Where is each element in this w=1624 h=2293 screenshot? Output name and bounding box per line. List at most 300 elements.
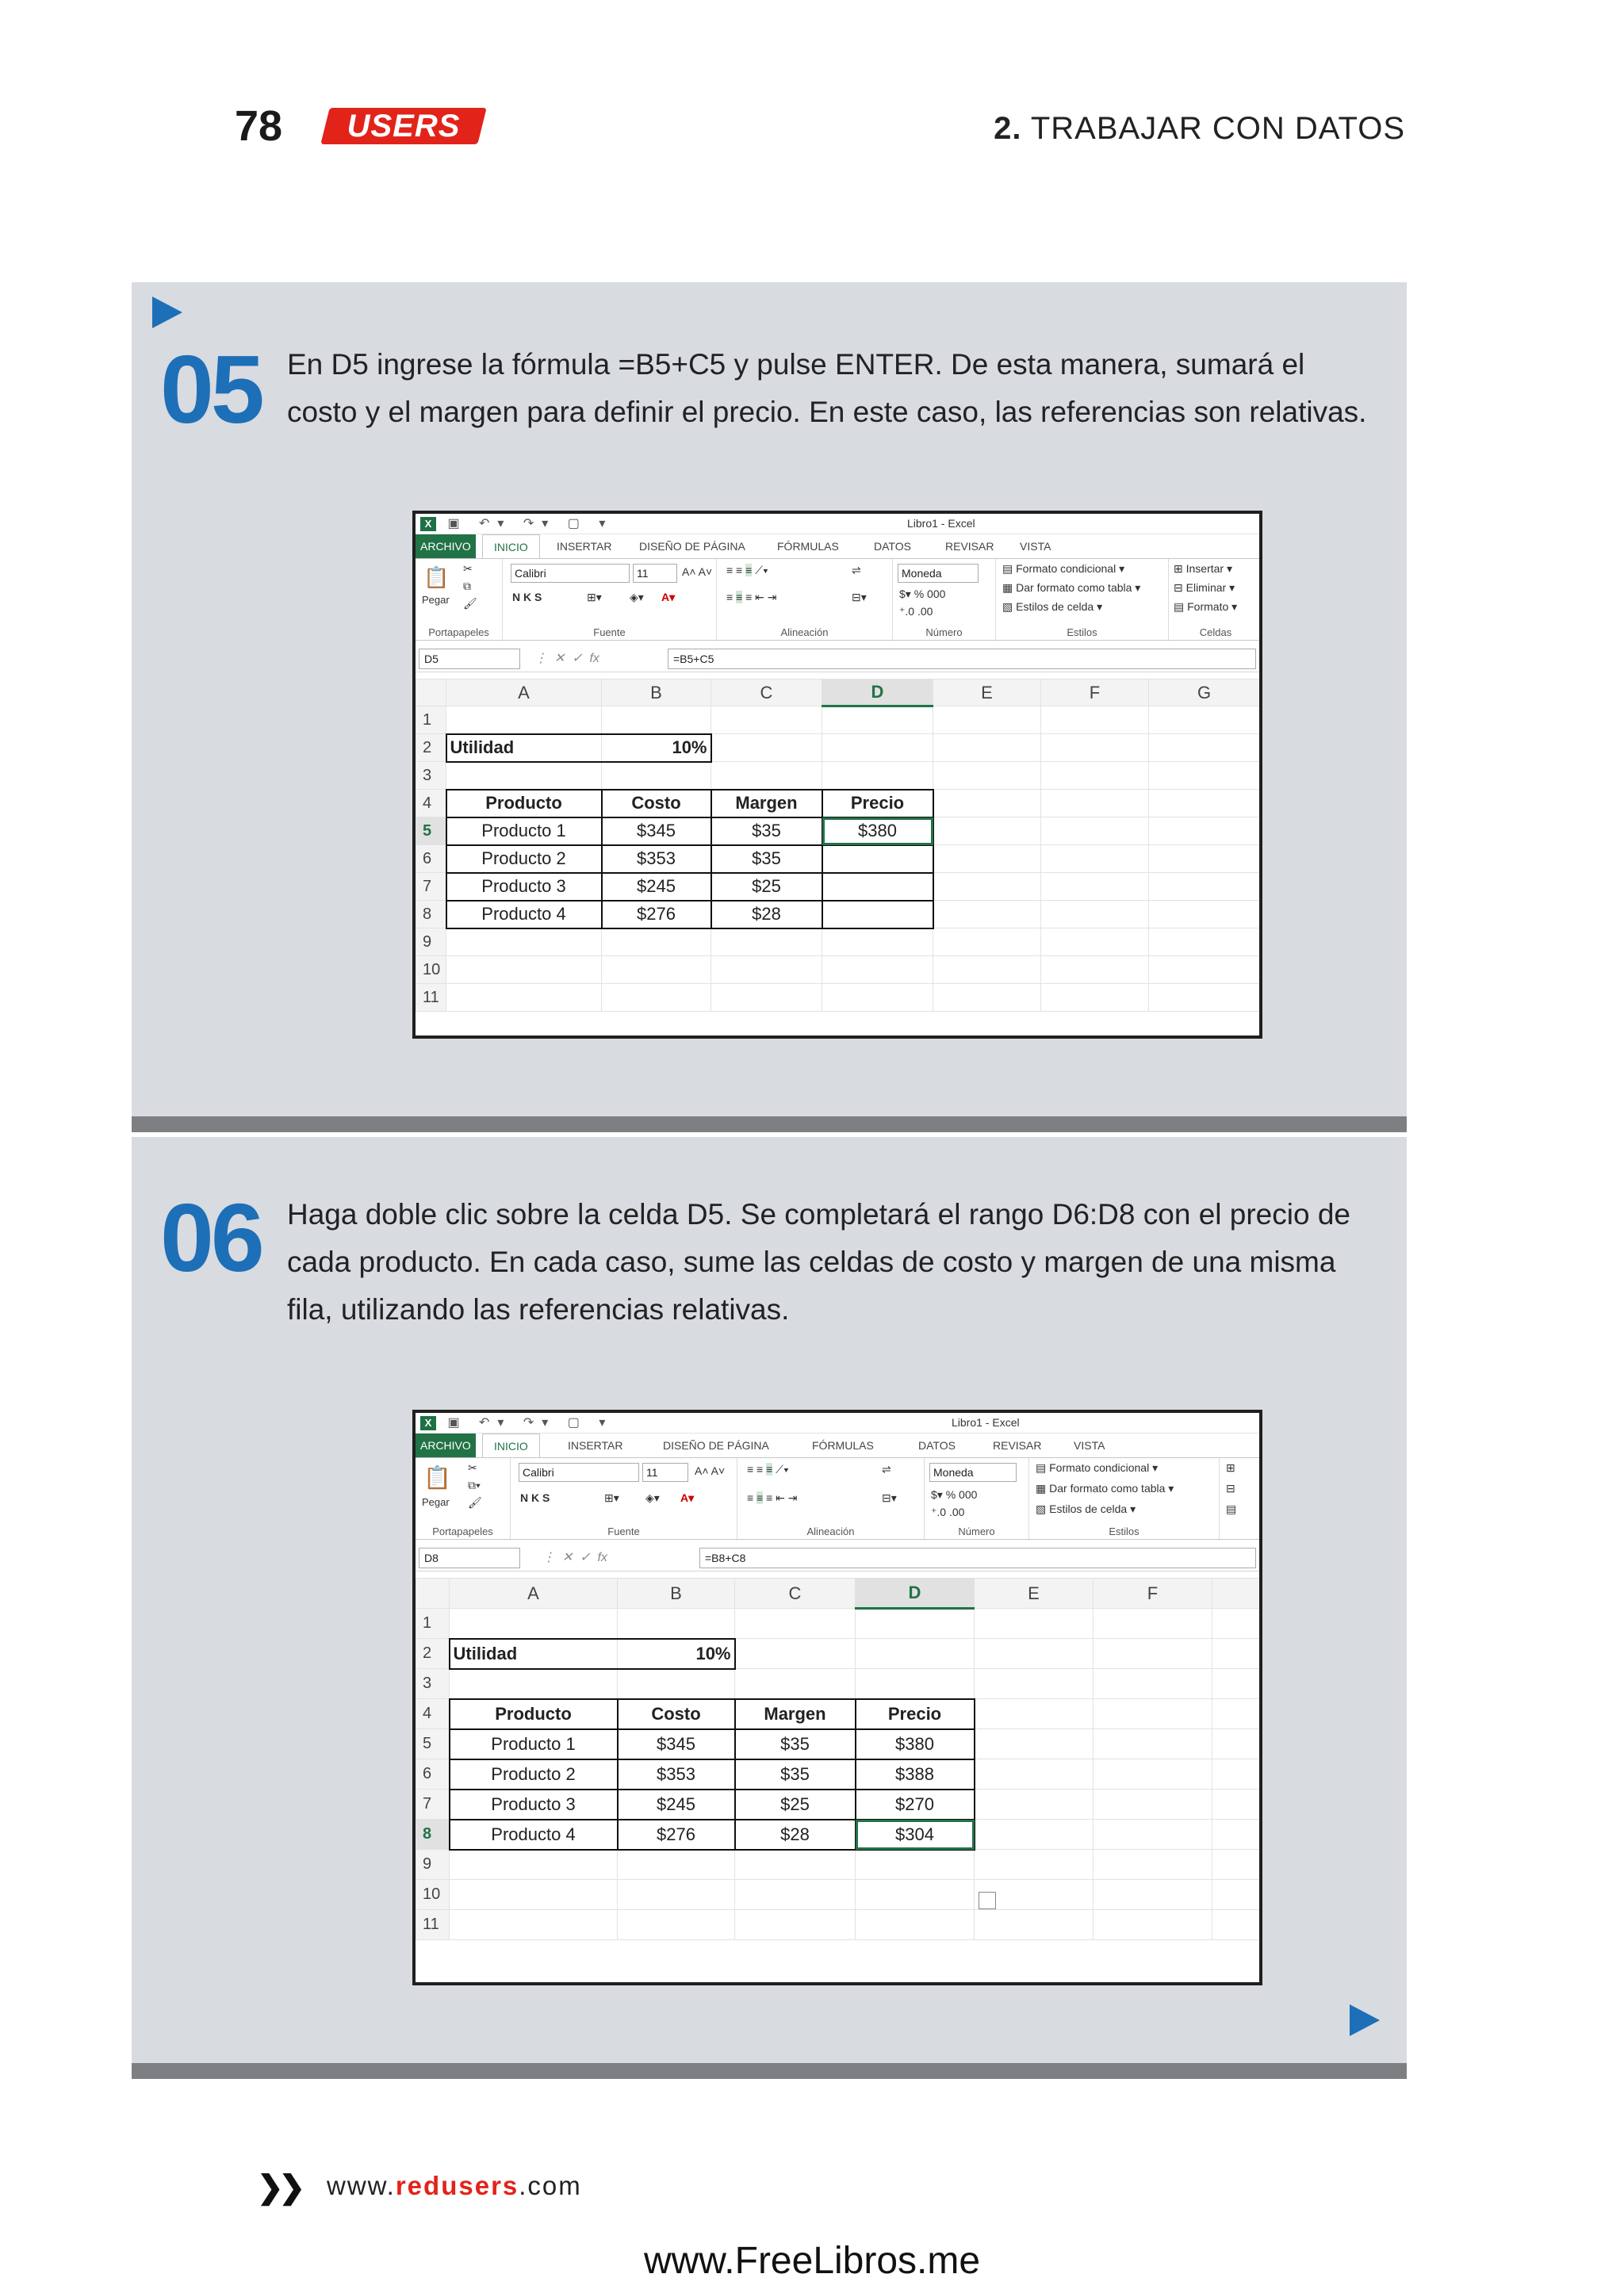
cell[interactable] bbox=[1094, 1850, 1212, 1880]
cell[interactable] bbox=[450, 1910, 618, 1940]
format-as-table-button[interactable]: ▦ Dar formato como tabla ▾ bbox=[1002, 581, 1141, 594]
cell[interactable] bbox=[933, 956, 1041, 984]
product-cell[interactable]: Producto 2 bbox=[450, 1759, 618, 1790]
utilidad-value-cell[interactable]: 10% bbox=[618, 1639, 735, 1669]
font-color-icon[interactable]: A▾ bbox=[661, 591, 676, 603]
cell[interactable] bbox=[446, 984, 602, 1012]
group-label: Estilos bbox=[1109, 1525, 1139, 1537]
tab-diseno[interactable]: DISEÑO DE PÁGINA bbox=[639, 540, 745, 553]
column-header[interactable]: F bbox=[1041, 679, 1149, 706]
font-size-select[interactable]: 11 bbox=[633, 564, 677, 583]
row-header[interactable]: 2 bbox=[416, 734, 446, 762]
format-cells-button[interactable]: ▤ Formato ▾ bbox=[1174, 600, 1238, 613]
cell[interactable] bbox=[1149, 790, 1260, 817]
cell[interactable] bbox=[822, 956, 933, 984]
group-label: Estilos bbox=[1067, 626, 1097, 638]
auto-fill-options-icon[interactable] bbox=[979, 1892, 996, 1909]
cell[interactable] bbox=[735, 1609, 856, 1639]
url-brand-red: red bbox=[395, 2171, 442, 2200]
row-header[interactable]: 1 bbox=[416, 706, 446, 734]
formula-input[interactable]: =B8+C8 bbox=[699, 1548, 1256, 1568]
margin-cell[interactable]: $35 bbox=[735, 1759, 856, 1790]
group-label: Fuente bbox=[607, 1525, 640, 1537]
margin-cell[interactable]: $25 bbox=[711, 873, 822, 901]
cell[interactable] bbox=[975, 1820, 1094, 1850]
align-center-icons[interactable]: ≡ ≡ ≡ ⇤ ⇥ bbox=[747, 1491, 798, 1504]
row-header[interactable]: 10 bbox=[416, 1880, 450, 1910]
cell[interactable] bbox=[1149, 845, 1260, 873]
cell[interactable] bbox=[822, 734, 933, 762]
cell[interactable] bbox=[975, 1669, 1094, 1699]
chapter-title-text: TRABAJAR CON DATOS bbox=[1030, 111, 1405, 146]
font-name-select[interactable]: Calibri bbox=[519, 1463, 639, 1482]
column-header[interactable]: D bbox=[822, 679, 933, 706]
name-box[interactable]: D8 bbox=[419, 1548, 520, 1568]
column-header[interactable]: D bbox=[856, 1579, 975, 1609]
cell[interactable] bbox=[1041, 734, 1149, 762]
cell[interactable] bbox=[1149, 873, 1260, 901]
grow-font-icon[interactable]: A˄ A˅ bbox=[682, 565, 713, 578]
title-bar bbox=[416, 514, 1259, 534]
cell[interactable] bbox=[975, 1759, 1094, 1790]
cell-styles-label: Estilos de celda bbox=[1016, 600, 1094, 613]
column-header-partial[interactable] bbox=[1212, 1579, 1260, 1609]
cost-cell[interactable]: $276 bbox=[618, 1820, 735, 1850]
row-header[interactable]: 4 bbox=[416, 1699, 450, 1729]
select-all-corner[interactable] bbox=[416, 1579, 450, 1609]
cell[interactable] bbox=[856, 1880, 975, 1910]
cell[interactable] bbox=[1212, 1820, 1260, 1850]
header-cell[interactable]: Margen bbox=[735, 1699, 856, 1729]
group-numero bbox=[893, 559, 996, 641]
row-header[interactable]: 9 bbox=[416, 1850, 450, 1880]
cell[interactable] bbox=[1149, 817, 1260, 845]
cell[interactable] bbox=[446, 928, 602, 956]
utilidad-label-cell[interactable]: Utilidad bbox=[446, 734, 602, 762]
group-label: Fuente bbox=[593, 626, 626, 638]
bold-italic-underline-buttons[interactable]: N K S bbox=[520, 1491, 550, 1504]
select-all-corner[interactable] bbox=[416, 679, 446, 706]
ribbon bbox=[416, 558, 1259, 641]
cut-icon[interactable]: ✂ bbox=[468, 1461, 477, 1474]
clipboard-icon[interactable]: 📋 bbox=[423, 1465, 451, 1490]
cell[interactable] bbox=[1041, 873, 1149, 901]
font-color-icon[interactable]: A▾ bbox=[680, 1491, 695, 1504]
row-header[interactable]: 4 bbox=[416, 790, 446, 817]
tab-datos[interactable]: DATOS bbox=[918, 1439, 956, 1452]
utilidad-value-cell[interactable]: 10% bbox=[602, 734, 711, 762]
cell[interactable] bbox=[856, 1669, 975, 1699]
cell-styles-button[interactable]: ▧ Estilos de celda ▾ bbox=[1002, 600, 1103, 613]
ribbon-tabs bbox=[416, 534, 1259, 558]
column-header[interactable]: E bbox=[975, 1579, 1094, 1609]
cell[interactable] bbox=[1149, 956, 1260, 984]
align-top-icons[interactable]: ≡ ≡ ≡ ⟋▾ bbox=[747, 1463, 789, 1476]
bold-italic-underline-buttons[interactable]: N K S bbox=[512, 591, 542, 603]
tab-insertar[interactable]: INSERTAR bbox=[568, 1439, 623, 1452]
cell[interactable] bbox=[1094, 1639, 1212, 1669]
cost-cell[interactable]: $276 bbox=[602, 901, 711, 928]
cell[interactable] bbox=[735, 1910, 856, 1940]
cell[interactable] bbox=[1094, 1910, 1212, 1940]
currency-percent-icons[interactable]: $▾ % 000 bbox=[931, 1488, 978, 1501]
cell[interactable] bbox=[822, 928, 933, 956]
product-cell[interactable]: Producto 4 bbox=[450, 1820, 618, 1850]
formula-input[interactable]: =B5+C5 bbox=[668, 649, 1256, 669]
cell[interactable] bbox=[1212, 1639, 1260, 1669]
cell[interactable] bbox=[618, 1850, 735, 1880]
cell[interactable] bbox=[933, 706, 1041, 734]
cell[interactable] bbox=[933, 873, 1041, 901]
cell[interactable] bbox=[1149, 762, 1260, 790]
tab-vista[interactable]: VISTA bbox=[1020, 540, 1051, 553]
price-cell[interactable] bbox=[822, 901, 933, 928]
price-cell-active[interactable]: $304 bbox=[856, 1820, 975, 1850]
cell[interactable] bbox=[1041, 790, 1149, 817]
cell[interactable] bbox=[1041, 928, 1149, 956]
insert-cells-icon[interactable]: ⊞ bbox=[1226, 1461, 1235, 1474]
copy-icon[interactable]: ⧉▾ bbox=[468, 1479, 481, 1491]
price-cell[interactable] bbox=[822, 873, 933, 901]
column-header[interactable]: C bbox=[711, 679, 822, 706]
price-cell[interactable]: $380 bbox=[856, 1729, 975, 1759]
cell[interactable] bbox=[735, 1880, 856, 1910]
cell[interactable] bbox=[711, 706, 822, 734]
paste-button[interactable]: Pegar bbox=[422, 1496, 450, 1508]
tab-revisar[interactable]: REVISAR bbox=[945, 540, 994, 553]
tab-diseno[interactable]: DISEÑO DE PÁGINA bbox=[663, 1439, 769, 1452]
title-bar bbox=[416, 1413, 1259, 1434]
row-header[interactable]: 7 bbox=[416, 873, 446, 901]
quick-access-toolbar: X ▣ ↶▾ ↷▾ ▢ ▾ bbox=[420, 515, 613, 531]
row-header[interactable]: 8 bbox=[416, 1820, 450, 1850]
format-cells-icon[interactable]: ▤ bbox=[1226, 1503, 1237, 1515]
cell[interactable] bbox=[1212, 1669, 1260, 1699]
cell-styles-button[interactable]: ▧ Estilos de celda ▾ bbox=[1036, 1503, 1136, 1515]
cell[interactable] bbox=[1094, 1820, 1212, 1850]
cell[interactable] bbox=[735, 1639, 856, 1669]
grow-font-icon[interactable]: A˄ A˅ bbox=[695, 1464, 726, 1477]
group-portapapeles bbox=[416, 559, 503, 641]
margin-cell[interactable]: $25 bbox=[735, 1790, 856, 1820]
cell[interactable] bbox=[1041, 845, 1149, 873]
row-header[interactable]: 11 bbox=[416, 1910, 450, 1940]
group-label: Número bbox=[925, 626, 963, 638]
product-cell[interactable]: Producto 4 bbox=[446, 901, 602, 928]
cell[interactable] bbox=[856, 1609, 975, 1639]
formula-controls-icon[interactable]: ⋮ ✕ ✓ fx bbox=[534, 652, 599, 665]
row-header[interactable]: 10 bbox=[416, 956, 446, 984]
cell[interactable] bbox=[933, 817, 1041, 845]
price-cell[interactable]: $388 bbox=[856, 1759, 975, 1790]
conditional-format-button[interactable]: ▤ Formato condicional ▾ bbox=[1036, 1461, 1159, 1474]
font-name-select[interactable]: Calibri bbox=[511, 564, 630, 583]
tab-insertar[interactable]: INSERTAR bbox=[557, 540, 612, 553]
wrap-text-icon[interactable]: ⇌ bbox=[882, 1463, 891, 1476]
cell[interactable] bbox=[618, 1609, 735, 1639]
row-header[interactable]: 6 bbox=[416, 845, 446, 873]
fill-color-icon[interactable]: ◈▾ bbox=[630, 591, 644, 603]
format-as-table-label: Dar formato como tabla bbox=[1016, 581, 1132, 594]
row-header[interactable]: 3 bbox=[416, 1669, 450, 1699]
cell[interactable] bbox=[446, 762, 602, 790]
group-label: Alineación bbox=[780, 626, 829, 638]
cell[interactable] bbox=[856, 1639, 975, 1669]
cell[interactable] bbox=[1212, 1609, 1260, 1639]
cell[interactable] bbox=[1041, 706, 1149, 734]
row-header[interactable]: 6 bbox=[416, 1759, 450, 1790]
cell[interactable] bbox=[1212, 1850, 1260, 1880]
cell[interactable] bbox=[1041, 956, 1149, 984]
cell[interactable] bbox=[450, 1669, 618, 1699]
column-header[interactable]: A bbox=[450, 1579, 618, 1609]
borders-icon[interactable]: ⊞▾ bbox=[604, 1491, 619, 1504]
cell[interactable] bbox=[1094, 1759, 1212, 1790]
cell[interactable] bbox=[1094, 1699, 1212, 1729]
cell[interactable] bbox=[450, 1880, 618, 1910]
step-text: En D5 ingrese la fórmula =B5+C5 y pulse ENTER. De esta manera, sumará el costo y el margen para definir el precio. En este caso, las referencias son relativas. bbox=[287, 348, 1367, 428]
tab-inicio[interactable]: INICIO bbox=[482, 1434, 540, 1457]
cell[interactable] bbox=[933, 928, 1041, 956]
header-cell[interactable]: Precio bbox=[822, 790, 933, 817]
delete-cells-icon[interactable]: ⊟ bbox=[1226, 1482, 1235, 1495]
tab-vista[interactable]: VISTA bbox=[1074, 1439, 1105, 1452]
number-format-select[interactable]: Moneda bbox=[898, 564, 979, 583]
cell[interactable] bbox=[1149, 734, 1260, 762]
column-header[interactable]: B bbox=[618, 1579, 735, 1609]
cell[interactable] bbox=[618, 1669, 735, 1699]
font-size-select[interactable]: 11 bbox=[642, 1463, 688, 1482]
cell[interactable] bbox=[602, 762, 711, 790]
borders-icon[interactable]: ⊞▾ bbox=[587, 591, 602, 603]
tab-formulas[interactable]: FÓRMULAS bbox=[812, 1439, 874, 1452]
cell[interactable] bbox=[711, 984, 822, 1012]
product-cell[interactable]: Producto 1 bbox=[450, 1729, 618, 1759]
column-header[interactable]: C bbox=[735, 1579, 856, 1609]
cell[interactable] bbox=[975, 1850, 1094, 1880]
conditional-format-button[interactable]: ▤ Formato condicional ▾ bbox=[1002, 562, 1125, 575]
cell[interactable] bbox=[1041, 762, 1149, 790]
cell[interactable] bbox=[1094, 1729, 1212, 1759]
cell[interactable] bbox=[602, 984, 711, 1012]
cell[interactable] bbox=[933, 734, 1041, 762]
paste-button[interactable]: Pegar bbox=[422, 594, 450, 606]
cell[interactable] bbox=[1041, 817, 1149, 845]
price-cell-active[interactable]: $380 bbox=[822, 817, 933, 845]
cell[interactable] bbox=[933, 901, 1041, 928]
decimal-icons[interactable]: ⁺.0 .00 bbox=[931, 1506, 965, 1518]
cell[interactable] bbox=[711, 928, 822, 956]
watermark: www.FreeLibros.me bbox=[643, 2240, 981, 2282]
cell[interactable] bbox=[933, 762, 1041, 790]
product-cell[interactable]: Producto 1 bbox=[446, 817, 602, 845]
cell[interactable] bbox=[1149, 928, 1260, 956]
cell[interactable] bbox=[711, 956, 822, 984]
worksheet-grid bbox=[416, 679, 1260, 1012]
cell[interactable] bbox=[822, 984, 933, 1012]
insert-cells-button[interactable]: ⊞ Insertar ▾ bbox=[1174, 562, 1233, 575]
cell[interactable] bbox=[933, 790, 1041, 817]
formula-controls-icon[interactable]: ⋮ ✕ ✓ fx bbox=[542, 1551, 607, 1564]
excel-screenshot-2 bbox=[412, 1410, 1262, 1985]
row-header[interactable]: 1 bbox=[416, 1609, 450, 1639]
conditional-format-label: Formato condicional bbox=[1049, 1461, 1150, 1474]
fill-color-icon[interactable]: ◈▾ bbox=[645, 1491, 660, 1504]
header-cell[interactable]: Costo bbox=[602, 790, 711, 817]
row-header[interactable]: 5 bbox=[416, 1729, 450, 1759]
cell[interactable] bbox=[1094, 1609, 1212, 1639]
cell[interactable] bbox=[711, 734, 822, 762]
excel-icon: X bbox=[420, 1416, 436, 1430]
format-as-table-button[interactable]: ▦ Dar formato como tabla ▾ bbox=[1036, 1482, 1174, 1495]
cell[interactable] bbox=[711, 762, 822, 790]
cut-icon[interactable]: ✂ bbox=[463, 562, 473, 575]
cell[interactable] bbox=[822, 762, 933, 790]
conditional-format-label: Formato condicional bbox=[1016, 562, 1116, 575]
row-header[interactable]: 9 bbox=[416, 928, 446, 956]
row-header[interactable]: 11 bbox=[416, 984, 446, 1012]
tab-formulas[interactable]: FÓRMULAS bbox=[777, 540, 839, 553]
cost-cell[interactable]: $245 bbox=[602, 873, 711, 901]
product-cell[interactable]: Producto 2 bbox=[446, 845, 602, 873]
tab-inicio[interactable]: INICIO bbox=[482, 534, 540, 558]
tab-datos[interactable]: DATOS bbox=[874, 540, 911, 553]
row-header[interactable]: 5 bbox=[416, 817, 446, 845]
cell[interactable] bbox=[618, 1880, 735, 1910]
ribbon-tabs bbox=[416, 1434, 1259, 1457]
product-cell[interactable]: Producto 3 bbox=[446, 873, 602, 901]
column-header[interactable]: F bbox=[1094, 1579, 1212, 1609]
cell[interactable] bbox=[1212, 1759, 1260, 1790]
cell[interactable] bbox=[975, 1910, 1094, 1940]
tab-revisar[interactable]: REVISAR bbox=[993, 1439, 1042, 1452]
margin-cell[interactable]: $35 bbox=[735, 1729, 856, 1759]
cell[interactable] bbox=[856, 1850, 975, 1880]
cell[interactable] bbox=[1149, 901, 1260, 928]
quick-access-toolbar: X ▣ ↶▾ ↷▾ ▢ ▾ bbox=[420, 1414, 613, 1430]
column-header[interactable]: B bbox=[602, 679, 711, 706]
header-cell[interactable]: Margen bbox=[711, 790, 822, 817]
group-alineacion bbox=[737, 1458, 925, 1541]
cell[interactable] bbox=[602, 956, 711, 984]
merge-icon[interactable]: ⊟▾ bbox=[882, 1491, 897, 1504]
cost-cell[interactable]: $345 bbox=[618, 1729, 735, 1759]
cost-cell[interactable]: $245 bbox=[618, 1790, 735, 1820]
product-cell[interactable]: Producto 3 bbox=[450, 1790, 618, 1820]
merge-icon[interactable]: ⊟▾ bbox=[852, 591, 867, 603]
cell[interactable] bbox=[446, 706, 602, 734]
utilidad-label-cell[interactable]: Utilidad bbox=[450, 1639, 618, 1669]
clipboard-icon[interactable]: 📋 bbox=[423, 565, 450, 589]
cell[interactable] bbox=[1041, 901, 1149, 928]
cell[interactable] bbox=[735, 1669, 856, 1699]
cell[interactable] bbox=[975, 1729, 1094, 1759]
delete-cells-button[interactable]: ⊟ Eliminar ▾ bbox=[1174, 581, 1235, 594]
column-header[interactable]: E bbox=[933, 679, 1041, 706]
tab-archivo[interactable]: ARCHIVO bbox=[416, 1434, 476, 1457]
cell[interactable] bbox=[1212, 1729, 1260, 1759]
cell[interactable] bbox=[822, 706, 933, 734]
cell[interactable] bbox=[1212, 1880, 1260, 1910]
price-cell[interactable] bbox=[822, 845, 933, 873]
cell[interactable] bbox=[933, 984, 1041, 1012]
step-text: Haga doble clic sobre la celda D5. Se completará el rango D6:D8 con el precio de cada producto. En cada caso, sume las celdas de costo y margen de una misma fila, utilizando las referencias relativas. bbox=[287, 1198, 1350, 1326]
cell[interactable] bbox=[933, 845, 1041, 873]
decimal-icons[interactable]: ⁺.0 .00 bbox=[899, 605, 933, 618]
margin-cell[interactable]: $28 bbox=[735, 1820, 856, 1850]
row-header[interactable]: 2 bbox=[416, 1639, 450, 1669]
margin-cell[interactable]: $35 bbox=[711, 845, 822, 873]
column-header[interactable]: G bbox=[1149, 679, 1260, 706]
cell[interactable] bbox=[975, 1639, 1094, 1669]
price-cell[interactable]: $270 bbox=[856, 1790, 975, 1820]
align-top-icons[interactable]: ≡ ≡ ≡ ⟋▾ bbox=[726, 564, 768, 576]
cell[interactable] bbox=[450, 1850, 618, 1880]
cell[interactable] bbox=[1212, 1910, 1260, 1940]
cell[interactable] bbox=[1041, 984, 1149, 1012]
cell[interactable] bbox=[602, 706, 711, 734]
header-cell[interactable]: Precio bbox=[856, 1699, 975, 1729]
cell[interactable] bbox=[450, 1609, 618, 1639]
cell[interactable] bbox=[618, 1910, 735, 1940]
cell[interactable] bbox=[975, 1699, 1094, 1729]
align-center-icons[interactable]: ≡ ≡ ≡ ⇤ ⇥ bbox=[726, 591, 777, 603]
currency-percent-icons[interactable]: $▾ % 000 bbox=[899, 588, 946, 600]
number-format-select[interactable]: Moneda bbox=[929, 1463, 1017, 1482]
worksheet-grid bbox=[416, 1578, 1260, 1940]
row-header[interactable]: 7 bbox=[416, 1790, 450, 1820]
cost-cell[interactable]: $353 bbox=[602, 845, 711, 873]
margin-cell[interactable]: $35 bbox=[711, 817, 822, 845]
format-painter-icon[interactable]: 🖌 bbox=[463, 597, 477, 610]
cell[interactable] bbox=[856, 1910, 975, 1940]
margin-cell[interactable]: $28 bbox=[711, 901, 822, 928]
wrap-text-icon[interactable]: ⇌ bbox=[852, 564, 861, 576]
cell[interactable] bbox=[602, 928, 711, 956]
formula-bar bbox=[416, 1545, 1259, 1571]
cell[interactable] bbox=[1212, 1790, 1260, 1820]
copy-icon[interactable]: ⧉ bbox=[463, 580, 471, 592]
format-painter-icon[interactable]: 🖌 bbox=[468, 1496, 482, 1509]
cell[interactable] bbox=[1094, 1790, 1212, 1820]
cell[interactable] bbox=[975, 1790, 1094, 1820]
cell[interactable] bbox=[1094, 1669, 1212, 1699]
step-number: 05 bbox=[160, 335, 262, 443]
cell[interactable] bbox=[1094, 1880, 1212, 1910]
cell[interactable] bbox=[1212, 1699, 1260, 1729]
page-number: 78 bbox=[235, 102, 283, 150]
row-header[interactable]: 3 bbox=[416, 762, 446, 790]
cell[interactable] bbox=[1149, 984, 1260, 1012]
header-cell[interactable]: Producto bbox=[450, 1699, 618, 1729]
cell[interactable] bbox=[975, 1609, 1094, 1639]
cell-styles-label: Estilos de celda bbox=[1049, 1503, 1128, 1515]
delete-label: Eliminar bbox=[1185, 581, 1227, 594]
cost-cell[interactable]: $353 bbox=[618, 1759, 735, 1790]
name-box[interactable]: D5 bbox=[419, 649, 520, 669]
cell[interactable] bbox=[735, 1850, 856, 1880]
footer-url[interactable] bbox=[327, 2171, 582, 2201]
ribbon bbox=[416, 1457, 1259, 1540]
cell[interactable] bbox=[446, 956, 602, 984]
column-header[interactable]: A bbox=[446, 679, 602, 706]
header-cell[interactable]: Costo bbox=[618, 1699, 735, 1729]
tab-archivo[interactable]: ARCHIVO bbox=[416, 534, 476, 558]
cell[interactable] bbox=[1149, 706, 1260, 734]
row-header[interactable]: 8 bbox=[416, 901, 446, 928]
cost-cell[interactable]: $345 bbox=[602, 817, 711, 845]
header-cell[interactable]: Producto bbox=[446, 790, 602, 817]
